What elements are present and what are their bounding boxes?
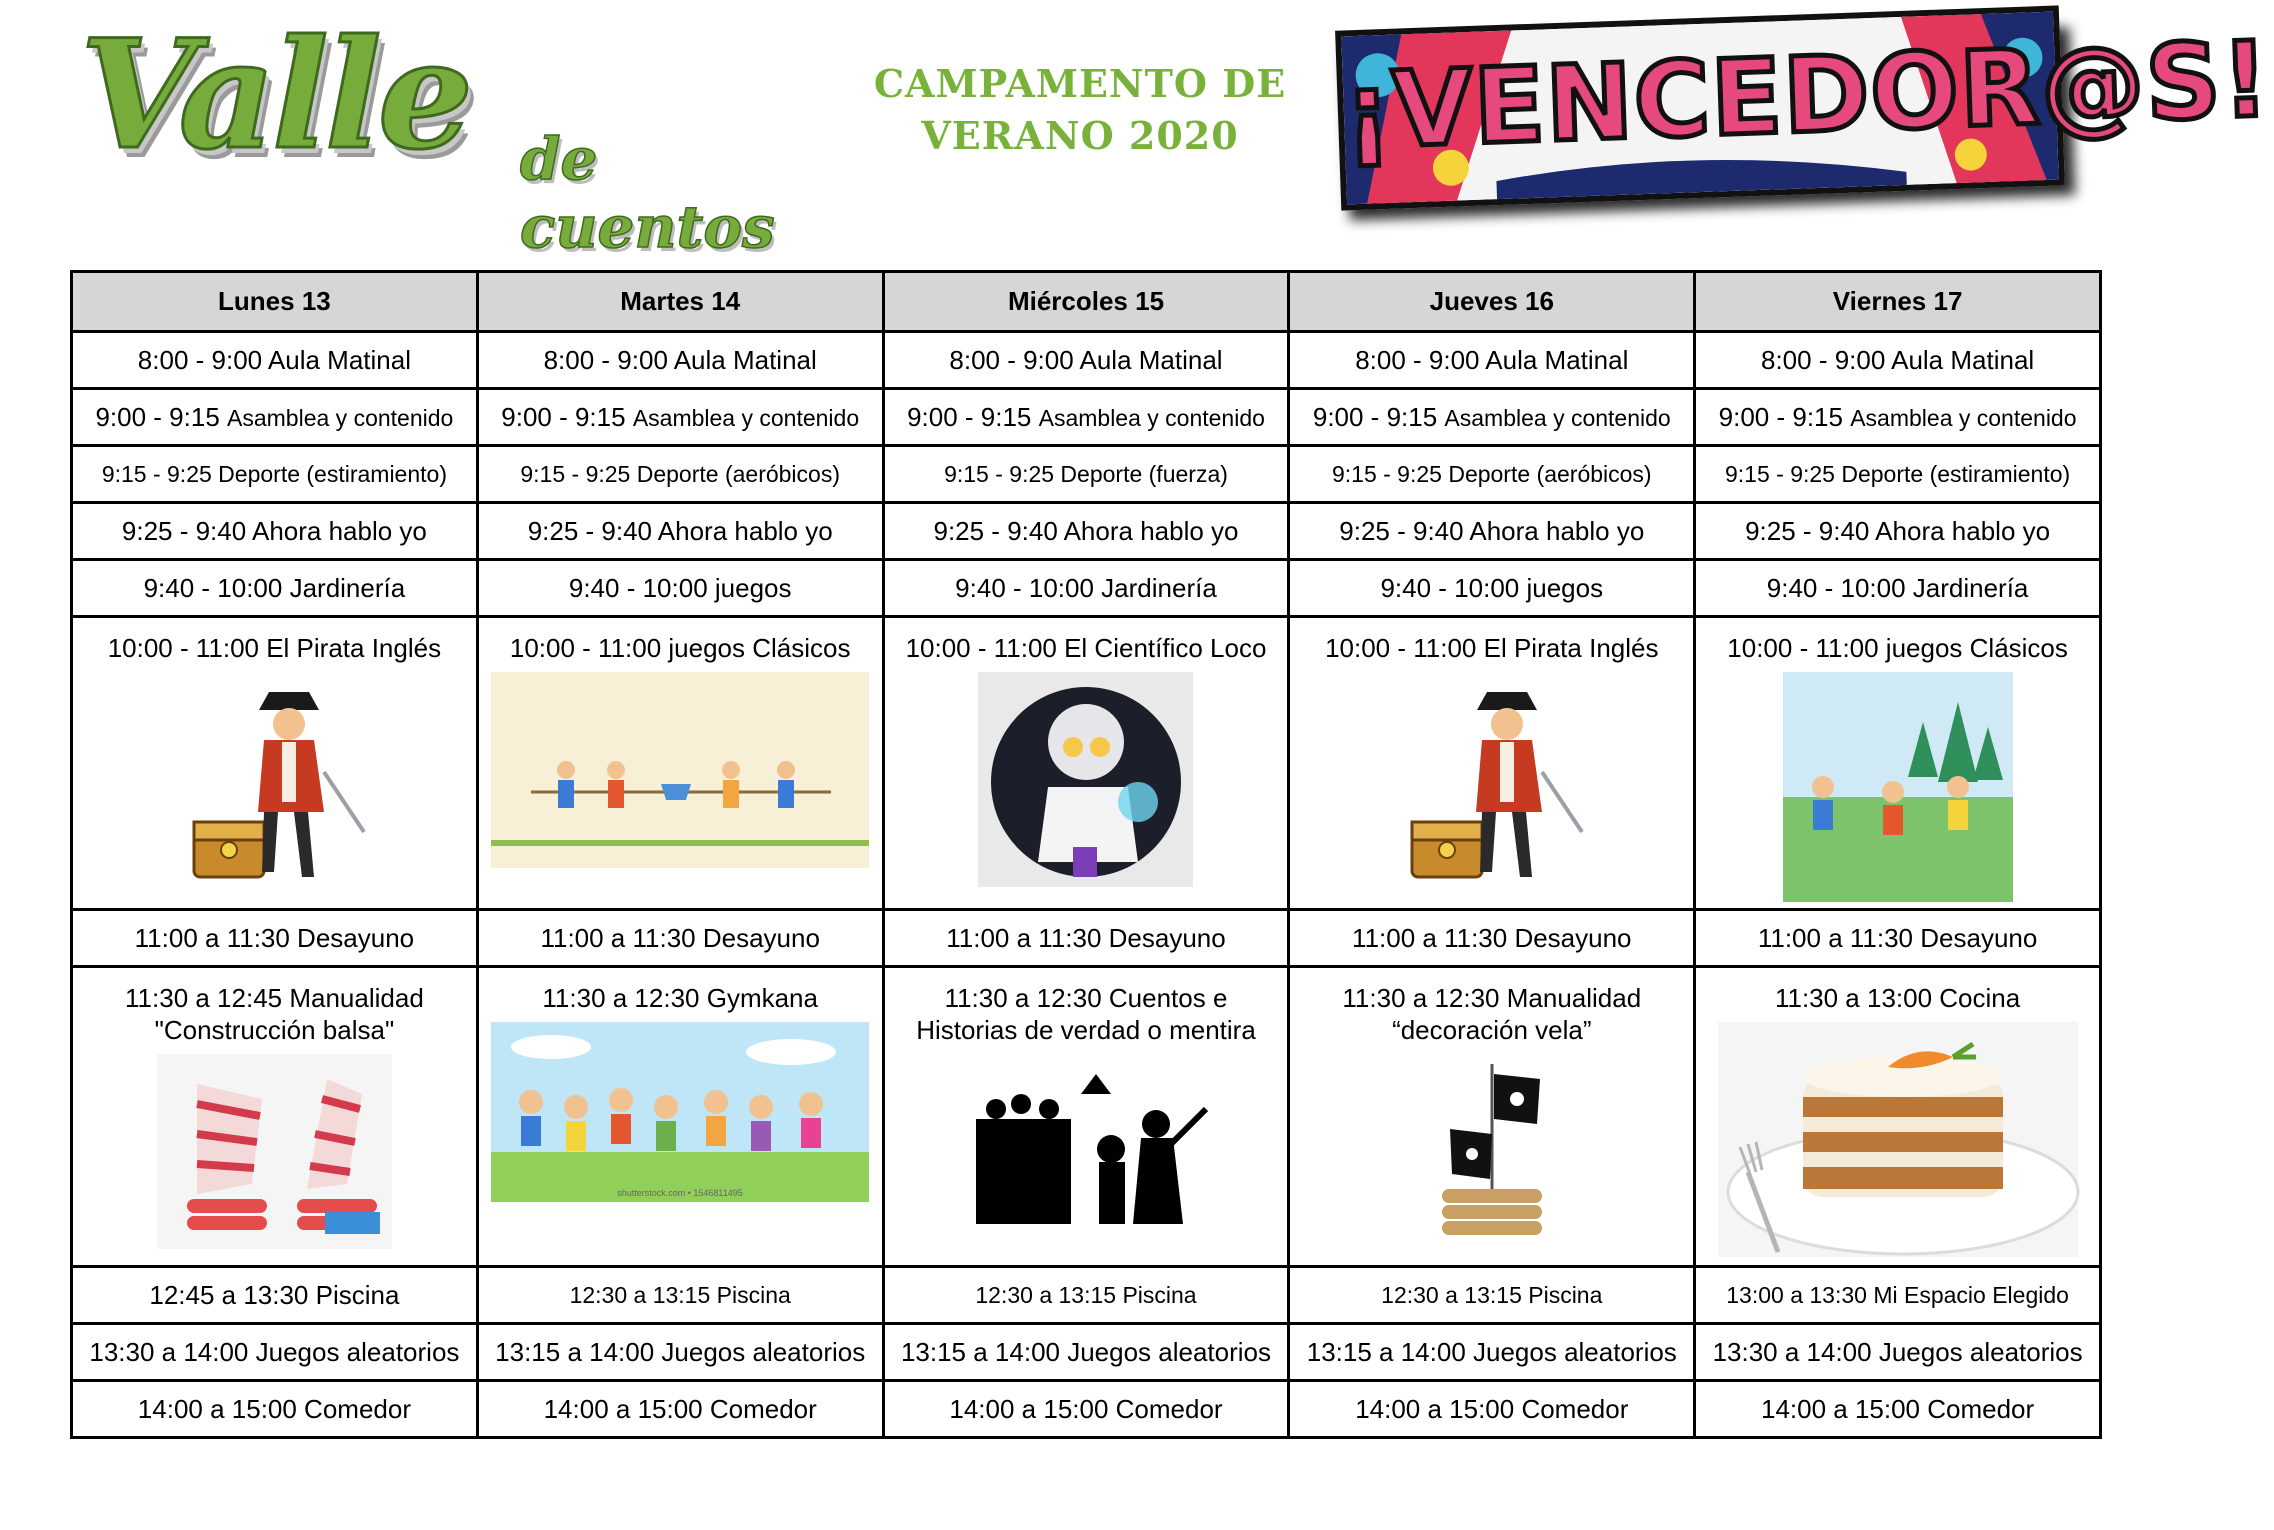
pirate-illustration-icon <box>1392 672 1592 887</box>
day-header-monday: Lunes 13 <box>72 272 478 332</box>
row-aula-matinal <box>72 332 2101 389</box>
cell-desayuno-thursday: 11:00 a 11:30 Desayuno <box>1289 910 1695 967</box>
cell-aula-monday: 8:00 - 9:00 Aula Matinal <box>72 332 478 389</box>
asamblea-time: 9:00 - 9:15 <box>1718 401 1843 432</box>
activity-title-line1: 11:30 a 12:45 Manualidad <box>125 983 424 1013</box>
cell-aleatorios-monday: 13:30 a 14:00 Juegos aleatorios <box>72 1324 478 1381</box>
cell-jardin-wednesday: 9:40 - 10:00 Jardinería <box>883 560 1289 617</box>
activity-title: 10:00 - 11:00 El Pirata Inglés <box>1325 633 1659 663</box>
activity-title: 10:00 - 11:00 juegos Clásicos <box>1727 633 2068 663</box>
cell-asamblea-monday <box>72 389 478 446</box>
asamblea-text: Asamblea y contenido <box>632 404 860 431</box>
asamblea-time: 9:00 - 9:15 <box>95 401 220 432</box>
kids-gymkana-illustration-icon <box>491 1022 869 1202</box>
cell-deporte-wednesday: 9:15 - 9:25 Deporte (fuerza) <box>883 446 1289 503</box>
row-jardineria <box>72 560 2101 617</box>
cell-aleatorios-wednesday: 13:15 a 14:00 Juegos aleatorios <box>883 1324 1289 1381</box>
camp-title-line1: CAMPAMENTO DE <box>873 61 1287 106</box>
day-header-friday: Viernes 17 <box>1695 272 2101 332</box>
cell-main2-friday <box>1695 967 2101 1267</box>
activity-title-line1: 11:30 a 12:30 Cuentos e <box>944 983 1228 1013</box>
cell-main1-friday <box>1695 617 2101 910</box>
cell-main1-thursday <box>1289 617 1695 910</box>
activity-title-line2: “decoración vela” <box>1392 1015 1592 1045</box>
cell-aleatorios-tuesday: 13:15 a 14:00 Juegos aleatorios <box>477 1324 883 1381</box>
cell-main2-tuesday <box>477 967 883 1267</box>
row-asamblea <box>72 389 2101 446</box>
row-deporte <box>72 446 2101 503</box>
activity-title-line1: 11:30 a 12:30 Gymkana <box>542 983 818 1013</box>
cell-jardin-friday: 9:40 - 10:00 Jardinería <box>1695 560 2101 617</box>
tug-of-war-illustration-icon <box>491 672 869 868</box>
cell-jardin-thursday: 9:40 - 10:00 juegos <box>1289 560 1695 617</box>
storytelling-silhouettes-icon <box>961 1054 1211 1229</box>
cell-comedor-tuesday: 14:00 a 15:00 Comedor <box>477 1381 883 1438</box>
row-comedor <box>72 1381 2101 1438</box>
banner-text: ¡VENCEDOR@S! <box>1341 18 2272 173</box>
cell-deporte-friday: 9:15 - 9:25 Deporte (estiramiento) <box>1695 446 2101 503</box>
camp-title-line2: VERANO 2020 <box>921 113 1239 158</box>
cell-comedor-wednesday: 14:00 a 15:00 Comedor <box>883 1381 1289 1438</box>
cell-asamblea-tuesday <box>477 389 883 446</box>
pirate-ship-cork-craft-photo-icon <box>1422 1054 1562 1239</box>
activity-title-line1: 11:30 a 12:30 Manualidad <box>1342 983 1642 1013</box>
schedule-table <box>70 270 2102 1439</box>
vencedores-banner <box>1335 5 2272 210</box>
cell-deporte-tuesday: 9:15 - 9:25 Deporte (aeróbicos) <box>477 446 883 503</box>
cell-deporte-thursday: 9:15 - 9:25 Deporte (aeróbicos) <box>1289 446 1695 503</box>
cell-aula-thursday: 8:00 - 9:00 Aula Matinal <box>1289 332 1695 389</box>
cell-aula-tuesday: 8:00 - 9:00 Aula Matinal <box>477 332 883 389</box>
row-ahora-hablo-yo <box>72 503 2101 560</box>
cell-hablo-wednesday: 9:25 - 9:40 Ahora hablo yo <box>883 503 1289 560</box>
cork-raft-craft-photo-icon <box>157 1054 392 1249</box>
day-header-wednesday: Miércoles 15 <box>883 272 1289 332</box>
cell-comedor-thursday: 14:00 a 15:00 Comedor <box>1289 1381 1695 1438</box>
asamblea-text: Asamblea y contenido <box>1444 404 1671 431</box>
cell-hablo-monday: 9:25 - 9:40 Ahora hablo yo <box>72 503 478 560</box>
row-juegos-aleatorios <box>72 1324 2101 1381</box>
cell-aula-friday: 8:00 - 9:00 Aula Matinal <box>1695 332 2101 389</box>
stock-watermark: shutterstock.com • 1546811495 <box>617 1188 743 1198</box>
cell-asamblea-thursday <box>1289 389 1695 446</box>
cell-asamblea-friday <box>1695 389 2101 446</box>
row-main-activity-1 <box>72 617 2101 910</box>
cell-asamblea-wednesday <box>883 389 1289 446</box>
row-piscina <box>72 1267 2101 1324</box>
cell-main2-thursday <box>1289 967 1695 1267</box>
cell-piscina-tuesday: 12:30 a 13:15 Piscina <box>477 1267 883 1324</box>
carrot-cake-photo-icon <box>1718 1022 2078 1257</box>
pirate-illustration-icon <box>174 672 374 887</box>
cell-hablo-friday: 9:25 - 9:40 Ahora hablo yo <box>1695 503 2101 560</box>
activity-title: 10:00 - 11:00 El Pirata Inglés <box>107 633 442 663</box>
cell-piscina-wednesday: 12:30 a 13:15 Piscina <box>883 1267 1289 1324</box>
cell-hablo-thursday: 9:25 - 9:40 Ahora hablo yo <box>1289 503 1695 560</box>
cell-piscina-friday: 13:00 a 13:30 Mi Espacio Elegido <box>1695 1267 2101 1324</box>
cell-desayuno-tuesday: 11:00 a 11:30 Desayuno <box>477 910 883 967</box>
row-main-activity-2 <box>72 967 2101 1267</box>
asamblea-time: 9:00 - 9:15 <box>1312 401 1438 432</box>
valle-de-cuentos-logo <box>80 7 840 261</box>
camp-title <box>860 58 1300 162</box>
cell-desayuno-monday: 11:00 a 11:30 Desayuno <box>72 910 478 967</box>
cell-main1-wednesday <box>883 617 1289 910</box>
logo-main-text: Valle <box>80 7 470 183</box>
cell-main1-tuesday <box>477 617 883 910</box>
cell-main2-monday <box>72 967 478 1267</box>
asamblea-text: Asamblea y contenido <box>1850 404 2077 431</box>
activity-title: 10:00 - 11:00 El Científico Loco <box>905 633 1267 663</box>
cell-comedor-monday: 14:00 a 15:00 Comedor <box>72 1381 478 1438</box>
asamblea-time: 9:00 - 9:15 <box>501 401 626 432</box>
activity-title-line2: "Construcción balsa" <box>154 1015 395 1045</box>
asamblea-text: Asamblea y contenido <box>227 404 454 431</box>
cell-desayuno-wednesday: 11:00 a 11:30 Desayuno <box>883 910 1289 967</box>
cell-aleatorios-friday: 13:30 a 14:00 Juegos aleatorios <box>1695 1324 2101 1381</box>
cell-desayuno-friday: 11:00 a 11:30 Desayuno <box>1695 910 2101 967</box>
cell-piscina-thursday: 12:30 a 13:15 Piscina <box>1289 1267 1695 1324</box>
activity-title-line1: 11:30 a 13:00 Cocina <box>1774 983 2021 1013</box>
kids-playing-park-illustration-icon <box>1783 672 2013 902</box>
cell-aula-wednesday: 8:00 - 9:00 Aula Matinal <box>883 332 1289 389</box>
cell-hablo-tuesday: 9:25 - 9:40 Ahora hablo yo <box>477 503 883 560</box>
cell-main2-wednesday <box>883 967 1289 1267</box>
cell-jardin-tuesday: 9:40 - 10:00 juegos <box>477 560 883 617</box>
mad-scientist-illustration-icon <box>978 672 1193 887</box>
activity-title-line2: Historias de verdad o mentira <box>916 1015 1256 1045</box>
asamblea-time: 9:00 - 9:15 <box>907 401 1032 432</box>
cell-jardin-monday: 9:40 - 10:00 Jardinería <box>72 560 478 617</box>
row-desayuno <box>72 910 2101 967</box>
cell-piscina-monday: 12:45 a 13:30 Piscina <box>72 1267 478 1324</box>
banner-inner <box>1335 5 2272 210</box>
day-header-tuesday: Martes 14 <box>477 272 883 332</box>
cell-deporte-monday: 9:15 - 9:25 Deporte (estiramiento) <box>72 446 478 503</box>
day-header-thursday: Jueves 16 <box>1289 272 1695 332</box>
day-header-row <box>72 272 2101 332</box>
activity-title: 10:00 - 11:00 juegos Clásicos <box>509 633 851 663</box>
cell-main1-monday <box>72 617 478 910</box>
cell-aleatorios-thursday: 13:15 a 14:00 Juegos aleatorios <box>1289 1324 1695 1381</box>
cell-comedor-friday: 14:00 a 15:00 Comedor <box>1695 1381 2101 1438</box>
logo-sub-text: de cuentos <box>520 125 775 261</box>
asamblea-text: Asamblea y contenido <box>1038 404 1265 431</box>
